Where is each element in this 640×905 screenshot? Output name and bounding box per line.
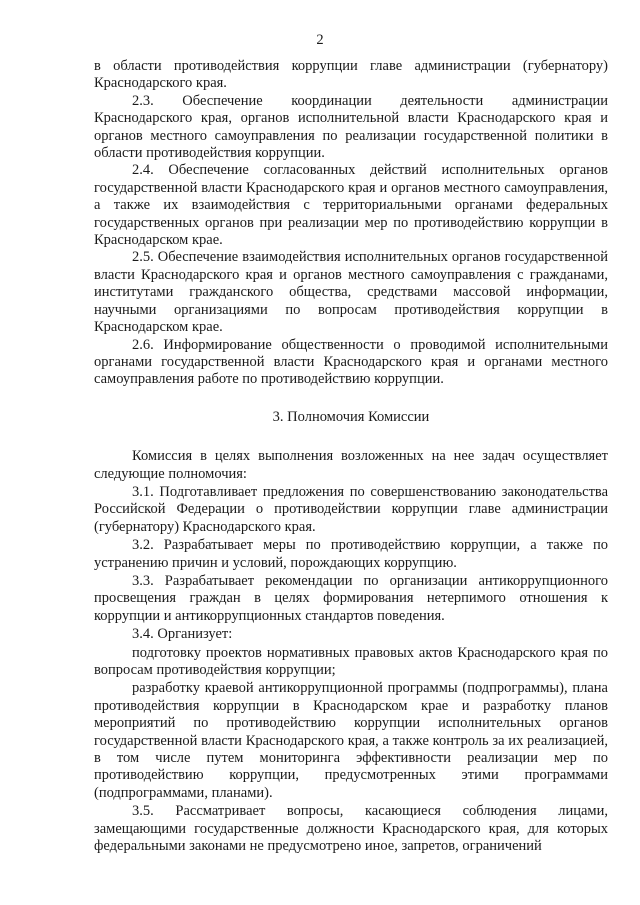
paragraph-3-3: 3.3. Разрабатывает рекомендации по организации антикоррупционного просвещения граждан в целях формирования нетерпимого отношения к коррупции и антикоррупционных стандартов поведения. bbox=[94, 572, 608, 624]
paragraph-2-5: 2.5. Обеспечение взаимодействия исполнительных органов государственной власти Краснодарского края и органов местного самоуправления с гражданами, институтами гражданского общества, средствами массовой информации, научными организациями по вопросам противодействия коррупции в Краснодарском крае. bbox=[94, 249, 608, 336]
paragraph-2-4: 2.4. Обеспечение согласованных действий исполнительных органов государственной власти Краснодарского края и органов местного самоуправления, а также их взаимодействия с территориальными органами федеральных государственных органов при реализации мер по противодействию коррупции в Краснодарском крае. bbox=[94, 162, 608, 249]
paragraph-3-4-item-1: подготовку проектов нормативных правовых актов Краснодарского края по вопросам противодействия коррупции; bbox=[94, 644, 608, 678]
section-heading: 3. Полномочия Комиссии bbox=[272, 408, 430, 425]
paragraph-2-3: 2.3. Обеспечение координации деятельности администрации Краснодарского края, органов исполнительной власти Краснодарского края и органов местного самоуправления по реализации государственной политики в области противодействия коррупции. bbox=[94, 92, 608, 162]
paragraph-3-4-item-2: разработку краевой антикоррупционной программы (подпрограммы), плана противодействия коррупции в Краснодарском крае и разработку планов мероприятий по противодействию коррупции исполнительных органов государственной власти Краснодарского края, а также контроль за их реализацией, в том числе путем мониторинга эффективности реализации мер по противодействию коррупции, предусмотренных этими программами (подпрограммами, планами). bbox=[94, 680, 608, 801]
paragraph-continuation: в области противодействия коррупции главе администрации (губернатору) Краснодарского края. bbox=[94, 58, 608, 92]
document-body bbox=[94, 58, 608, 855]
paragraph-3-4: 3.4. Организует: bbox=[132, 626, 233, 643]
paragraph-3-1: 3.1. Подготавливает предложения по совершенствованию законодательства Российской Федерации о противодействии коррупции главе администрации (губернатору) Краснодарского края. bbox=[94, 483, 608, 535]
page-number: 2 bbox=[316, 32, 324, 48]
paragraph-intro: Комиссия в целях выполнения возложенных на нее задач осуществляет следующие полномочия: bbox=[94, 448, 608, 482]
paragraph-3-2: 3.2. Разрабатывает меры по противодействию коррупции, а также по устранению причин и условий, порождающих коррупцию. bbox=[94, 537, 608, 571]
paragraph-2-6: 2.6. Информирование общественности о проводимой исполнительными органами государственной власти Краснодарского края и органами местного самоуправления работе по противодействию коррупции. bbox=[94, 336, 608, 388]
paragraph-3-5: 3.5. Рассматривает вопросы, касающиеся соблюдения лицами, замещающими государственные должности Краснодарского края, для которых федеральными законами не предусмотрено иное, запретов, ограничений bbox=[94, 803, 608, 855]
